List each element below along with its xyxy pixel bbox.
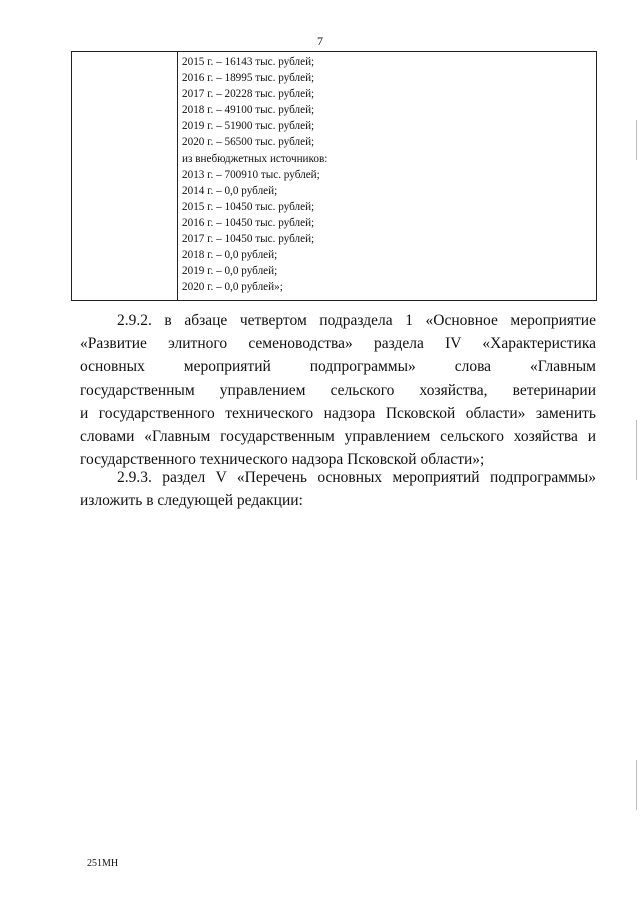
paragraph-line: изложить в следующей редакции: [80,492,303,510]
paragraph-line: словами «Главным государственным управлением сельского хозяйства и [80,428,596,446]
funding-line: 2019 г. – 0,0 рублей; [182,265,278,278]
paragraph-line: 2.9.2. в абзаце четвертом подраздела 1 «Основное мероприятие [117,312,596,329]
funding-line: 2015 г. – 10450 тыс. рублей; [182,200,315,213]
document-code: 251МН [87,858,119,869]
page-number: 7 [317,34,323,48]
funding-line: из внебюджетных источников: [182,152,328,165]
paragraph-line: и государственного технического надзора Псковской области» заменить [80,404,596,422]
funding-table [71,51,597,301]
paragraph-line: государственного технического надзора Псковской области»; [80,451,485,469]
funding-line: 2019 г. – 51900 тыс. рублей; [182,120,315,133]
funding-line: 2018 г. – 49100 тыс. рублей; [182,104,315,117]
funding-line: 2018 г. – 0,0 рублей; [182,249,278,262]
paragraph-2-9-3 [80,466,596,512]
paragraph-line: основных мероприятий подпрограммы» слова «Главным [80,358,596,376]
paragraph-line: 2.9.3. раздел V «Перечень основных мероприятий подпрограммы» [117,469,596,486]
paragraph-line: «Развитие элитного семеноводства» раздела IV «Характеристика [80,335,596,353]
paragraph-line: государственным управлением сельского хозяйства, ветеринарии [80,381,596,399]
funding-line: 2017 г. – 20228 тыс. рублей; [182,88,315,101]
funding-line: 2020 г. – 56500 тыс. рублей; [182,136,315,149]
funding-line: 2013 г. – 700910 тыс. рублей; [182,168,320,181]
funding-list [182,54,327,295]
funding-line: 2014 г. – 0,0 рублей; [182,184,278,197]
funding-line: 2015 г. – 16143 тыс. рублей; [182,56,315,68]
scan-edge-mark [636,760,637,810]
funding-line: 2017 г. – 10450 тыс. рублей; [182,233,315,246]
funding-line: 2016 г. – 10450 тыс. рублей; [182,216,315,229]
scan-edge-mark [636,120,637,160]
funding-line: 2016 г. – 18995 тыс. рублей; [182,72,315,85]
table-column-divider [177,52,178,300]
paragraph-2-9-2 [80,309,596,471]
funding-line: 2020 г. – 0,0 рублей»; [182,281,283,294]
scan-edge-mark [636,420,637,480]
